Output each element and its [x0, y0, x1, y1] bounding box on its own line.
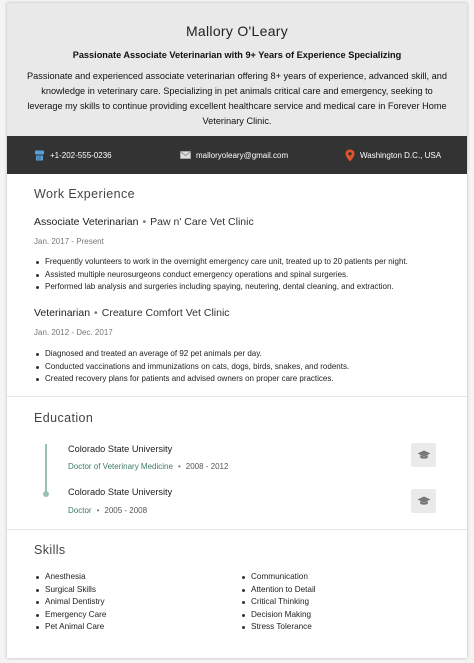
list-item: Performed lab analysis and surgeries including spaying, neutering, dental cleaning, and extraction.: [34, 281, 454, 294]
contact-email[interactable]: [180, 136, 288, 174]
skills-heading: Skills: [34, 543, 66, 557]
list-item: Communication: [240, 571, 316, 584]
job-bullets-2: [34, 348, 454, 386]
job-role: Veterinarian: [34, 307, 91, 319]
education-timeline: [45, 444, 47, 494]
list-item: Emergency Care: [34, 609, 106, 622]
section-divider: [7, 529, 467, 530]
contact-location: [345, 136, 441, 174]
list-item: Pet Animal Care: [34, 621, 106, 634]
list-item: Anesthesia: [34, 571, 106, 584]
edu-detail-2: [68, 506, 147, 515]
list-item: Decision Making: [240, 609, 316, 622]
list-item: Surgical Skills: [34, 584, 106, 597]
work-experience-heading: Work Experience: [34, 187, 135, 201]
phone-text: +1-202-555-0236: [50, 150, 112, 160]
education-heading: Education: [34, 411, 94, 425]
location-text: Washington D.C., USA: [360, 150, 442, 160]
edu-badge-1: [411, 443, 436, 467]
list-item: Critical Thinking: [240, 596, 316, 609]
separator-dot: •: [142, 216, 147, 228]
skills-list-right: [240, 571, 316, 634]
phone-icon: [34, 150, 45, 161]
edu-years: 2005 - 2008: [104, 506, 148, 515]
edu-badge-2: [411, 489, 436, 513]
edu-school-2: Colorado State University: [68, 487, 173, 497]
list-item: Frequently volunteers to work in the overnight emergency care unit, treated up to 20 patients per night.: [34, 256, 454, 269]
list-item: Attention to Detail: [240, 584, 316, 597]
job-org: Paw n' Care Vet Clinic: [150, 216, 254, 228]
list-item: Animal Dentistry: [34, 596, 106, 609]
resume-header: [7, 3, 467, 136]
separator-dot: •: [94, 307, 98, 319]
summary: Passionate and experienced associate veterinarian offering 8+ years of experience, advanced skill, and knowledge in veterinary care. Specializing in pet animals critical care and emergency, seeking to leverage my skills to continue providing excellent healthcare service and medical care in Forever Home Veterinary Clinic.: [27, 71, 447, 126]
contact-bar: [7, 136, 467, 174]
edu-degree: Doctor of Veterinary Medicine: [68, 462, 173, 471]
list-item: Assisted multiple neurosurgeons conduct emergency operations and spinal surgeries.: [34, 269, 454, 282]
edu-degree: Doctor: [68, 506, 92, 515]
edu-years: 2008 - 2012: [185, 462, 229, 471]
separator-dot: •: [177, 462, 181, 471]
list-item: Conducted vaccinations and immunizations on cats, dogs, birds, snakes, and rodents.: [34, 361, 454, 374]
email-text[interactable]: malloryoleary@gmail.com: [196, 150, 289, 160]
job-title-1: [34, 216, 254, 228]
list-item: Diagnosed and treated an average of 92 pet animals per day.: [34, 348, 454, 361]
edu-detail-1: [68, 462, 228, 471]
job-dates-1: Jan. 2017 - Present: [34, 237, 104, 246]
job-bullets-1: [34, 256, 454, 294]
job-dates-2: Jan. 2012 - Dec. 2017: [34, 328, 113, 337]
resume-page: [7, 3, 467, 658]
mail-icon: [180, 151, 191, 159]
job-title-2: [34, 307, 230, 319]
graduation-cap-icon: [417, 450, 431, 460]
graduation-cap-icon: [417, 496, 431, 506]
section-divider: [7, 396, 467, 397]
list-item: Stress Tolerance: [240, 621, 316, 634]
timeline-dot: [43, 491, 49, 497]
edu-school-1: Colorado State University: [68, 444, 173, 454]
skills-list-left: [34, 571, 106, 634]
location-pin-icon: [345, 149, 355, 162]
headline: Passionate Associate Veterinarian with 9+ Years of Experience Specializing: [72, 50, 402, 60]
job-role: Associate Veterinarian: [34, 216, 139, 228]
separator-dot: •: [96, 506, 100, 515]
candidate-name: Mallory O'Leary: [185, 23, 289, 39]
contact-phone: [34, 136, 112, 174]
list-item: Created recovery plans for patients and advised owners on proper care practices.: [34, 373, 454, 386]
job-org: Creature Comfort Vet Clinic: [101, 307, 230, 319]
